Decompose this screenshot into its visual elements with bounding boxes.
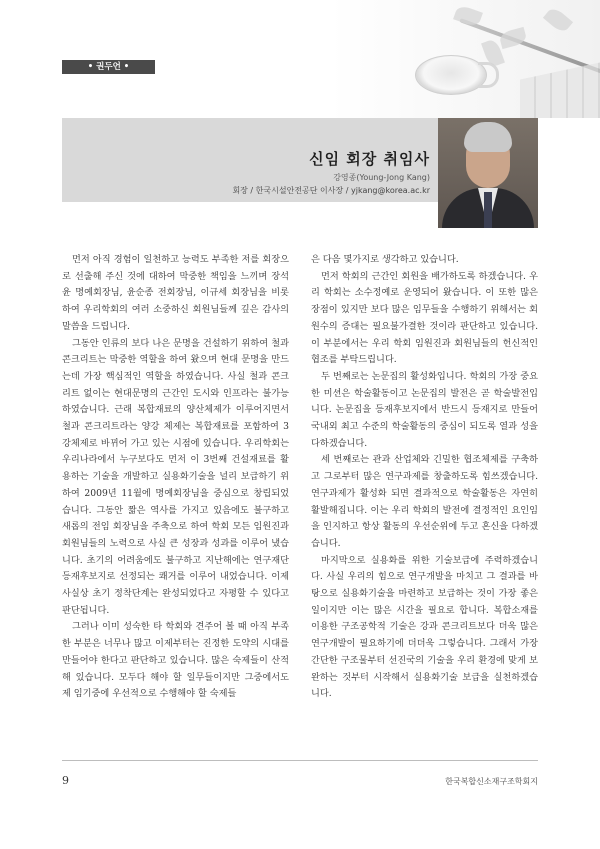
body-paragraph: 은 다음 몇가지로 생각하고 있습니다. xyxy=(311,254,459,265)
body-paragraph: 세 번째로는 관과 산업체와 긴밀한 협조체제를 구축하고 그로부터 많은 연구과제를 창출하도록 힘쓰겠습니다. 연구과제가 활성화 되면 결과적으로 학술활동은 자연히 활발해집니다. 이는 우리 학회의 발전에 결정적인 요인임을 인지하고 항상 활동의 우선순위에 두고 혼신을 다하겠습니다. xyxy=(311,454,538,549)
section-badge: • 권두언 • xyxy=(62,60,155,74)
body-column-right xyxy=(311,252,538,703)
portrait-hair xyxy=(464,122,512,152)
leaf-image xyxy=(543,6,573,35)
body-paragraph: 먼저 학회의 근간인 회원을 배가하도록 하겠습니다. 우리 학회는 소수정예로 운영되어 왔습니다. 이 또한 많은 장점이 있지만 보다 많은 임무들을 수행하기 위해서는 회원수의 증대는 필요불가결한 것이라 판단하고 있습니다. 이 부분에서는 우리 학회 임원진과 회원님들의 헌신적인 협조를 부탁드립니다. xyxy=(311,270,538,366)
leaf-image xyxy=(498,27,527,49)
portrait-tie xyxy=(484,192,492,228)
author-affiliation: 회장 / 한국시설안전공단 이사장 / yjkang@korea.ac.kr xyxy=(232,186,430,195)
body-paragraph: 마지막으로 실용화를 위한 기술보급에 주력하겠습니다. 사실 우리의 힘으로 연구개발을 마치고 그 결과를 바탕으로 실용화기술을 마련하고 보급하는 것이 가장 좋은 일이지만 이는 많은 시간을 필요로 합니다. 복합소재를 이용한 구조공학적 기술은 강과 콘크리트보다 더욱 많은 연구개발이 필요하기에 더더욱 그렇습니다. 그래서 가장 간단한 구조물부터 선진국의 기술을 우리 환경에 맞게 보완하는 것부터 시작해서 실용화기술 보급을 실천하겠습니다. xyxy=(311,554,538,700)
body-column-left xyxy=(62,252,289,703)
coffee-cup-image xyxy=(415,55,487,95)
body-paragraph: 그러나 이미 성숙한 타 학회와 견주어 볼 때 아직 부족한 부분은 너무나 많고 이제부터는 진정한 도약의 시대를 만들어야 한다고 판단하고 있습니다. 많은 숙제들이 산적해 있습니다. 모두다 해야 할 일무들이지만 그중에서도 제 임기중에 우선적으로 수행해야 할 숙제들 xyxy=(62,621,289,700)
author-portrait xyxy=(438,118,538,228)
coffee-cup-handle xyxy=(478,62,499,88)
author-name: 강영종(Young-Jong Kang) xyxy=(333,173,430,182)
body-paragraph: 두 번째로는 논문집의 활성화입니다. 학회의 가장 중요한 미션은 학술활동이고 논문집의 발전은 곧 학술발전입니다. 논문집을 등재후보지에서 반드시 등재지로 만들어 국내외 최고 수준의 학술활동의 중심이 되도록 열과 성을 다하겠습니다. xyxy=(311,370,538,449)
footer-divider xyxy=(62,760,538,761)
header-decoration xyxy=(0,0,600,118)
body-paragraph: 그동안 인류의 보다 나은 문명을 건설하기 위하여 철과 콘크리트는 막중한 역할을 하여 왔으며 현대 문명을 만드는데 가장 핵심적인 역할을 하였습니다. 사실 철과 콘크리트 없이는 현대문명의 근간인 도시와 인프라는 불가능하였습니다. 근래 복합재료의 양산체제가 이루어지면서 철과 콘크리트라는 양강 체제는 복합재료를 포함하여 3강체제로 바뀌어 가고 있는 시점에 있습니다. 우리학회는 우리나라에서 누구보다도 먼저 이 3번째 건설재료를 활용하는 기술을 개발하고 실용화기술을 널리 보급하기 위하여 2009년 11월에 명예회장님을 중심으로 창립되었습니다. 그동안 짧은 역사를 가지고 있음에도 불구하고 새롭의 전임 회장님을 주축으로 하여 학회 모든 임원진과 회원님들의 노력으로 사실 큰 성장과 성과를 이루어 냈습니다. 초기의 어려움에도 불구하고 지난해에는 연구재단 등재후보지로 선정되는 쾌거를 이루어 내었습니다. 이제 사실상 초기 정착단계는 완성되었다고 자평할 수 있다고 판단됩니다. xyxy=(62,337,289,616)
article-title: 신임 회장 취임사 xyxy=(309,150,430,168)
journal-name: 한국복합신소재구조학회지 xyxy=(445,777,538,786)
keyboard-image xyxy=(520,60,600,118)
body-paragraph: 먼저 아직 경험이 일천하고 능력도 부족한 저를 회장으로 선출해 주신 것에 대하여 막중한 책임을 느끼며 장석윤 명예회장님, 윤순종 전회장님, 이규세 회장님을 비롯하여 우리학회의 여러 소중하신 회원님들께 깊은 감사의 말씀을 드립니다. xyxy=(62,254,289,332)
page-number: 9 xyxy=(62,774,69,787)
